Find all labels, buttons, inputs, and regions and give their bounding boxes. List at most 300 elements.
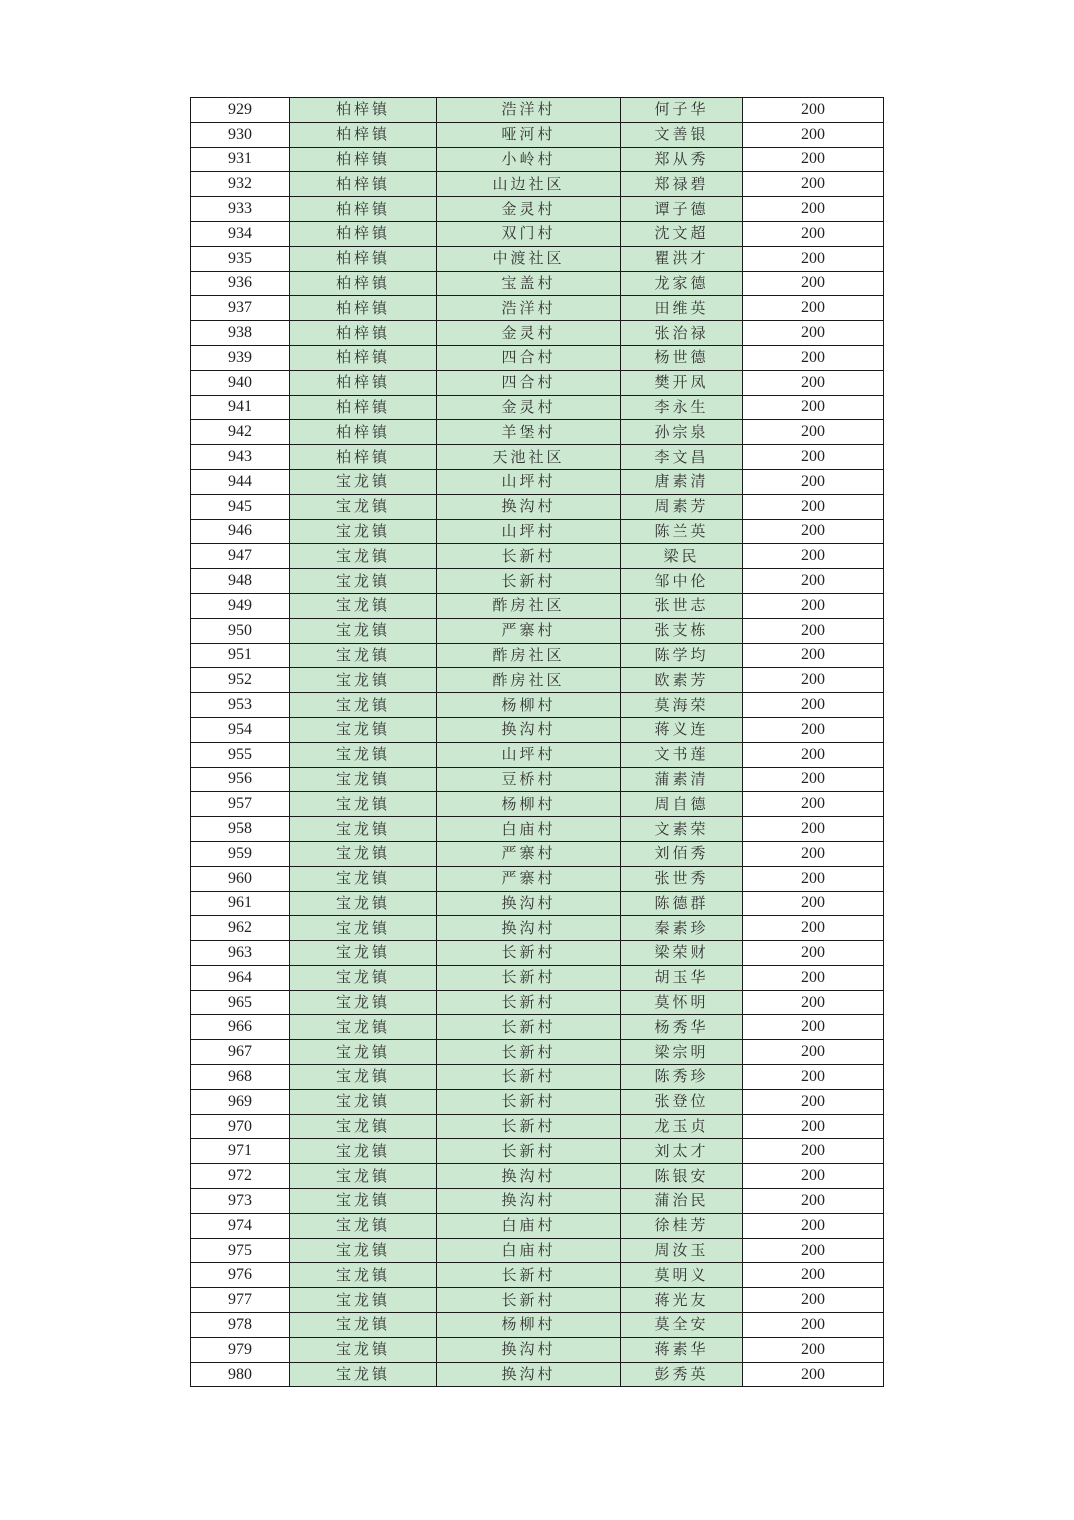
amount-cell: 200 (743, 1065, 884, 1090)
row-number-cell: 953 (191, 693, 290, 718)
table-row (191, 147, 884, 172)
row-number-cell: 973 (191, 1189, 290, 1214)
village-cell: 长新村 (437, 1288, 621, 1313)
table-row (191, 742, 884, 767)
town-cell: 宝龙镇 (290, 544, 437, 569)
town-cell: 宝龙镇 (290, 643, 437, 668)
person-name-cell: 莫怀明 (621, 990, 743, 1015)
town-cell: 宝龙镇 (290, 1065, 437, 1090)
person-name-cell: 田维英 (621, 296, 743, 321)
table-row (191, 990, 884, 1015)
amount-cell: 200 (743, 668, 884, 693)
table-row (191, 1040, 884, 1065)
row-number-cell: 933 (191, 197, 290, 222)
person-name-cell: 彭秀英 (621, 1362, 743, 1387)
amount-cell: 200 (743, 172, 884, 197)
person-name-cell: 杨秀华 (621, 1015, 743, 1040)
person-name-cell: 瞿洪才 (621, 246, 743, 271)
town-cell: 宝龙镇 (290, 469, 437, 494)
amount-cell: 200 (743, 643, 884, 668)
amount-cell: 200 (743, 345, 884, 370)
village-cell: 山坪村 (437, 469, 621, 494)
town-cell: 宝龙镇 (290, 1238, 437, 1263)
row-number-cell: 961 (191, 891, 290, 916)
town-cell: 柏梓镇 (290, 122, 437, 147)
row-number-cell: 976 (191, 1263, 290, 1288)
table-row (191, 1213, 884, 1238)
town-cell: 宝龙镇 (290, 1313, 437, 1338)
village-cell: 换沟村 (437, 717, 621, 742)
village-cell: 长新村 (437, 1139, 621, 1164)
village-cell: 金灵村 (437, 197, 621, 222)
table-row (191, 98, 884, 123)
row-number-cell: 936 (191, 271, 290, 296)
village-cell: 白庙村 (437, 1238, 621, 1263)
row-number-cell: 940 (191, 370, 290, 395)
person-name-cell: 刘太才 (621, 1139, 743, 1164)
village-cell: 长新村 (437, 1065, 621, 1090)
person-name-cell: 沈文超 (621, 221, 743, 246)
table-row (191, 643, 884, 668)
town-cell: 柏梓镇 (290, 445, 437, 470)
row-number-cell: 931 (191, 147, 290, 172)
table-row (191, 1263, 884, 1288)
amount-cell: 200 (743, 817, 884, 842)
row-number-cell: 975 (191, 1238, 290, 1263)
town-cell: 宝龙镇 (290, 767, 437, 792)
person-name-cell: 张世志 (621, 593, 743, 618)
table-row (191, 1238, 884, 1263)
table-row (191, 1065, 884, 1090)
person-name-cell: 郑禄碧 (621, 172, 743, 197)
table-row (191, 618, 884, 643)
table-row (191, 767, 884, 792)
town-cell: 宝龙镇 (290, 1362, 437, 1387)
person-name-cell: 陈学均 (621, 643, 743, 668)
village-cell: 换沟村 (437, 916, 621, 941)
amount-cell: 200 (743, 1337, 884, 1362)
row-number-cell: 965 (191, 990, 290, 1015)
person-name-cell: 何子华 (621, 98, 743, 123)
row-number-cell: 960 (191, 866, 290, 891)
amount-cell: 200 (743, 469, 884, 494)
town-cell: 柏梓镇 (290, 98, 437, 123)
amount-cell: 200 (743, 618, 884, 643)
amount-cell: 200 (743, 221, 884, 246)
table-row (191, 1015, 884, 1040)
person-name-cell: 孙宗泉 (621, 420, 743, 445)
amount-cell: 200 (743, 296, 884, 321)
village-cell: 山边社区 (437, 172, 621, 197)
village-cell: 严寨村 (437, 866, 621, 891)
table-row (191, 1164, 884, 1189)
village-cell: 四合村 (437, 370, 621, 395)
row-number-cell: 968 (191, 1065, 290, 1090)
amount-cell: 200 (743, 1015, 884, 1040)
person-name-cell: 蒋义连 (621, 717, 743, 742)
person-name-cell: 莫明义 (621, 1263, 743, 1288)
row-number-cell: 930 (191, 122, 290, 147)
table-row (191, 817, 884, 842)
village-cell: 双门村 (437, 221, 621, 246)
village-cell: 长新村 (437, 965, 621, 990)
amount-cell: 200 (743, 593, 884, 618)
town-cell: 柏梓镇 (290, 221, 437, 246)
village-cell: 酢房社区 (437, 643, 621, 668)
table-row (191, 965, 884, 990)
row-number-cell: 957 (191, 792, 290, 817)
table-row (191, 469, 884, 494)
row-number-cell: 964 (191, 965, 290, 990)
person-name-cell: 陈兰英 (621, 519, 743, 544)
village-cell: 长新村 (437, 1114, 621, 1139)
amount-cell: 200 (743, 866, 884, 891)
row-number-cell: 950 (191, 618, 290, 643)
row-number-cell: 934 (191, 221, 290, 246)
table-row (191, 494, 884, 519)
village-cell: 山坪村 (437, 519, 621, 544)
amount-cell: 200 (743, 1089, 884, 1114)
amount-cell: 200 (743, 569, 884, 594)
town-cell: 宝龙镇 (290, 1139, 437, 1164)
person-name-cell: 莫全安 (621, 1313, 743, 1338)
town-cell: 柏梓镇 (290, 345, 437, 370)
village-cell: 哑河村 (437, 122, 621, 147)
town-cell: 宝龙镇 (290, 742, 437, 767)
row-number-cell: 974 (191, 1213, 290, 1238)
town-cell: 宝龙镇 (290, 1089, 437, 1114)
person-name-cell: 张登位 (621, 1089, 743, 1114)
row-number-cell: 962 (191, 916, 290, 941)
town-cell: 宝龙镇 (290, 569, 437, 594)
village-cell: 杨柳村 (437, 693, 621, 718)
amount-cell: 200 (743, 1139, 884, 1164)
person-name-cell: 张治禄 (621, 321, 743, 346)
row-number-cell: 951 (191, 643, 290, 668)
row-number-cell: 969 (191, 1089, 290, 1114)
person-name-cell: 秦素珍 (621, 916, 743, 941)
amount-cell: 200 (743, 941, 884, 966)
person-name-cell: 蒲治民 (621, 1189, 743, 1214)
table-row (191, 1139, 884, 1164)
village-cell: 换沟村 (437, 1362, 621, 1387)
amount-cell: 200 (743, 1263, 884, 1288)
row-number-cell: 978 (191, 1313, 290, 1338)
table-row (191, 717, 884, 742)
town-cell: 柏梓镇 (290, 271, 437, 296)
town-cell: 宝龙镇 (290, 494, 437, 519)
row-number-cell: 944 (191, 469, 290, 494)
table-row (191, 519, 884, 544)
row-number-cell: 967 (191, 1040, 290, 1065)
village-cell: 宝盖村 (437, 271, 621, 296)
village-cell: 杨柳村 (437, 792, 621, 817)
village-cell: 山坪村 (437, 742, 621, 767)
town-cell: 宝龙镇 (290, 1015, 437, 1040)
village-cell: 酢房社区 (437, 668, 621, 693)
row-number-cell: 942 (191, 420, 290, 445)
table-row (191, 1114, 884, 1139)
table-row (191, 569, 884, 594)
town-cell: 柏梓镇 (290, 395, 437, 420)
village-cell: 杨柳村 (437, 1313, 621, 1338)
row-number-cell: 980 (191, 1362, 290, 1387)
amount-cell: 200 (743, 916, 884, 941)
person-name-cell: 郑从秀 (621, 147, 743, 172)
village-cell: 长新村 (437, 1263, 621, 1288)
person-name-cell: 梁荣财 (621, 941, 743, 966)
table-row (191, 792, 884, 817)
amount-cell: 200 (743, 147, 884, 172)
table-row (191, 246, 884, 271)
amount-cell: 200 (743, 1213, 884, 1238)
village-cell: 金灵村 (437, 395, 621, 420)
village-cell: 豆桥村 (437, 767, 621, 792)
town-cell: 宝龙镇 (290, 866, 437, 891)
amount-cell: 200 (743, 1189, 884, 1214)
table-row (191, 370, 884, 395)
town-cell: 柏梓镇 (290, 296, 437, 321)
town-cell: 宝龙镇 (290, 1040, 437, 1065)
row-number-cell: 939 (191, 345, 290, 370)
amount-cell: 200 (743, 445, 884, 470)
town-cell: 宝龙镇 (290, 792, 437, 817)
row-number-cell: 954 (191, 717, 290, 742)
person-name-cell: 蒲素清 (621, 767, 743, 792)
person-name-cell: 唐素清 (621, 469, 743, 494)
row-number-cell: 963 (191, 941, 290, 966)
table-row (191, 271, 884, 296)
person-name-cell: 谭子德 (621, 197, 743, 222)
amount-cell: 200 (743, 693, 884, 718)
row-number-cell: 938 (191, 321, 290, 346)
town-cell: 宝龙镇 (290, 941, 437, 966)
amount-cell: 200 (743, 98, 884, 123)
table-row (191, 1288, 884, 1313)
town-cell: 宝龙镇 (290, 965, 437, 990)
town-cell: 宝龙镇 (290, 1263, 437, 1288)
table-row (191, 841, 884, 866)
amount-cell: 200 (743, 494, 884, 519)
person-name-cell: 周自德 (621, 792, 743, 817)
person-name-cell: 李文昌 (621, 445, 743, 470)
amount-cell: 200 (743, 122, 884, 147)
person-name-cell: 张世秀 (621, 866, 743, 891)
table-row (191, 122, 884, 147)
amount-cell: 200 (743, 1313, 884, 1338)
table-row (191, 197, 884, 222)
village-cell: 酢房社区 (437, 593, 621, 618)
village-cell: 四合村 (437, 345, 621, 370)
village-cell: 长新村 (437, 990, 621, 1015)
table-row (191, 321, 884, 346)
person-name-cell: 龙玉贞 (621, 1114, 743, 1139)
town-cell: 宝龙镇 (290, 668, 437, 693)
amount-cell: 200 (743, 420, 884, 445)
person-name-cell: 徐桂芳 (621, 1213, 743, 1238)
amount-cell: 200 (743, 1040, 884, 1065)
person-name-cell: 梁民 (621, 544, 743, 569)
town-cell: 柏梓镇 (290, 370, 437, 395)
person-name-cell: 梁宗明 (621, 1040, 743, 1065)
person-name-cell: 文善银 (621, 122, 743, 147)
town-cell: 柏梓镇 (290, 321, 437, 346)
town-cell: 宝龙镇 (290, 841, 437, 866)
table-row (191, 395, 884, 420)
village-cell: 天池社区 (437, 445, 621, 470)
row-number-cell: 949 (191, 593, 290, 618)
amount-cell: 200 (743, 1164, 884, 1189)
row-number-cell: 966 (191, 1015, 290, 1040)
table-row (191, 1313, 884, 1338)
table-body (191, 98, 884, 1387)
village-cell: 换沟村 (437, 891, 621, 916)
village-cell: 换沟村 (437, 1164, 621, 1189)
table-row (191, 916, 884, 941)
table-row (191, 693, 884, 718)
row-number-cell: 932 (191, 172, 290, 197)
town-cell: 宝龙镇 (290, 1213, 437, 1238)
amount-cell: 200 (743, 395, 884, 420)
row-number-cell: 946 (191, 519, 290, 544)
person-name-cell: 蒋素华 (621, 1337, 743, 1362)
row-number-cell: 947 (191, 544, 290, 569)
amount-cell: 200 (743, 891, 884, 916)
person-name-cell: 莫海荣 (621, 693, 743, 718)
town-cell: 柏梓镇 (290, 246, 437, 271)
amount-cell: 200 (743, 742, 884, 767)
amount-cell: 200 (743, 321, 884, 346)
person-name-cell: 文素荣 (621, 817, 743, 842)
village-cell: 长新村 (437, 569, 621, 594)
amount-cell: 200 (743, 246, 884, 271)
town-cell: 柏梓镇 (290, 197, 437, 222)
amount-cell: 200 (743, 767, 884, 792)
village-cell: 羊堡村 (437, 420, 621, 445)
row-number-cell: 977 (191, 1288, 290, 1313)
amount-cell: 200 (743, 197, 884, 222)
amount-cell: 200 (743, 841, 884, 866)
town-cell: 宝龙镇 (290, 717, 437, 742)
village-cell: 白庙村 (437, 1213, 621, 1238)
village-cell: 换沟村 (437, 1189, 621, 1214)
village-cell: 严寨村 (437, 841, 621, 866)
person-name-cell: 李永生 (621, 395, 743, 420)
person-name-cell: 陈银安 (621, 1164, 743, 1189)
town-cell: 宝龙镇 (290, 1164, 437, 1189)
person-name-cell: 陈秀珍 (621, 1065, 743, 1090)
town-cell: 宝龙镇 (290, 916, 437, 941)
person-name-cell: 樊开凤 (621, 370, 743, 395)
row-number-cell: 956 (191, 767, 290, 792)
village-cell: 长新村 (437, 544, 621, 569)
table-row (191, 172, 884, 197)
table-row (191, 1362, 884, 1387)
amount-cell: 200 (743, 1114, 884, 1139)
row-number-cell: 958 (191, 817, 290, 842)
amount-cell: 200 (743, 519, 884, 544)
person-name-cell: 周素芳 (621, 494, 743, 519)
table-row (191, 1089, 884, 1114)
row-number-cell: 935 (191, 246, 290, 271)
table-row (191, 296, 884, 321)
person-name-cell: 周汝玉 (621, 1238, 743, 1263)
row-number-cell: 970 (191, 1114, 290, 1139)
village-cell: 换沟村 (437, 494, 621, 519)
village-cell: 长新村 (437, 1089, 621, 1114)
village-cell: 白庙村 (437, 817, 621, 842)
row-number-cell: 979 (191, 1337, 290, 1362)
village-cell: 金灵村 (437, 321, 621, 346)
amount-cell: 200 (743, 965, 884, 990)
town-cell: 宝龙镇 (290, 891, 437, 916)
person-name-cell: 欧素芳 (621, 668, 743, 693)
village-cell: 浩洋村 (437, 98, 621, 123)
amount-cell: 200 (743, 717, 884, 742)
town-cell: 宝龙镇 (290, 618, 437, 643)
person-name-cell: 陈德群 (621, 891, 743, 916)
village-cell: 长新村 (437, 941, 621, 966)
row-number-cell: 959 (191, 841, 290, 866)
row-number-cell: 952 (191, 668, 290, 693)
row-number-cell: 971 (191, 1139, 290, 1164)
table-row (191, 593, 884, 618)
person-name-cell: 张支栋 (621, 618, 743, 643)
town-cell: 宝龙镇 (290, 1189, 437, 1214)
row-number-cell: 948 (191, 569, 290, 594)
town-cell: 宝龙镇 (290, 593, 437, 618)
person-name-cell: 文书莲 (621, 742, 743, 767)
village-cell: 长新村 (437, 1040, 621, 1065)
amount-cell: 200 (743, 370, 884, 395)
table-row (191, 420, 884, 445)
table-row (191, 941, 884, 966)
person-name-cell: 刘佰秀 (621, 841, 743, 866)
table-row (191, 866, 884, 891)
town-cell: 宝龙镇 (290, 693, 437, 718)
town-cell: 宝龙镇 (290, 1114, 437, 1139)
subsidy-list-table (190, 97, 884, 1387)
table-row (191, 891, 884, 916)
row-number-cell: 945 (191, 494, 290, 519)
amount-cell: 200 (743, 792, 884, 817)
amount-cell: 200 (743, 271, 884, 296)
person-name-cell: 邹中伦 (621, 569, 743, 594)
table-row (191, 445, 884, 470)
amount-cell: 200 (743, 1238, 884, 1263)
row-number-cell: 929 (191, 98, 290, 123)
village-cell: 中渡社区 (437, 246, 621, 271)
person-name-cell: 蒋光友 (621, 1288, 743, 1313)
village-cell: 长新村 (437, 1015, 621, 1040)
town-cell: 宝龙镇 (290, 519, 437, 544)
row-number-cell: 955 (191, 742, 290, 767)
town-cell: 宝龙镇 (290, 1337, 437, 1362)
table-row (191, 345, 884, 370)
town-cell: 宝龙镇 (290, 990, 437, 1015)
town-cell: 宝龙镇 (290, 817, 437, 842)
village-cell: 小岭村 (437, 147, 621, 172)
person-name-cell: 杨世德 (621, 345, 743, 370)
table-row (191, 1189, 884, 1214)
person-name-cell: 胡玉华 (621, 965, 743, 990)
table-row (191, 544, 884, 569)
table-row (191, 668, 884, 693)
amount-cell: 200 (743, 544, 884, 569)
table-row (191, 221, 884, 246)
person-name-cell: 龙家德 (621, 271, 743, 296)
row-number-cell: 937 (191, 296, 290, 321)
